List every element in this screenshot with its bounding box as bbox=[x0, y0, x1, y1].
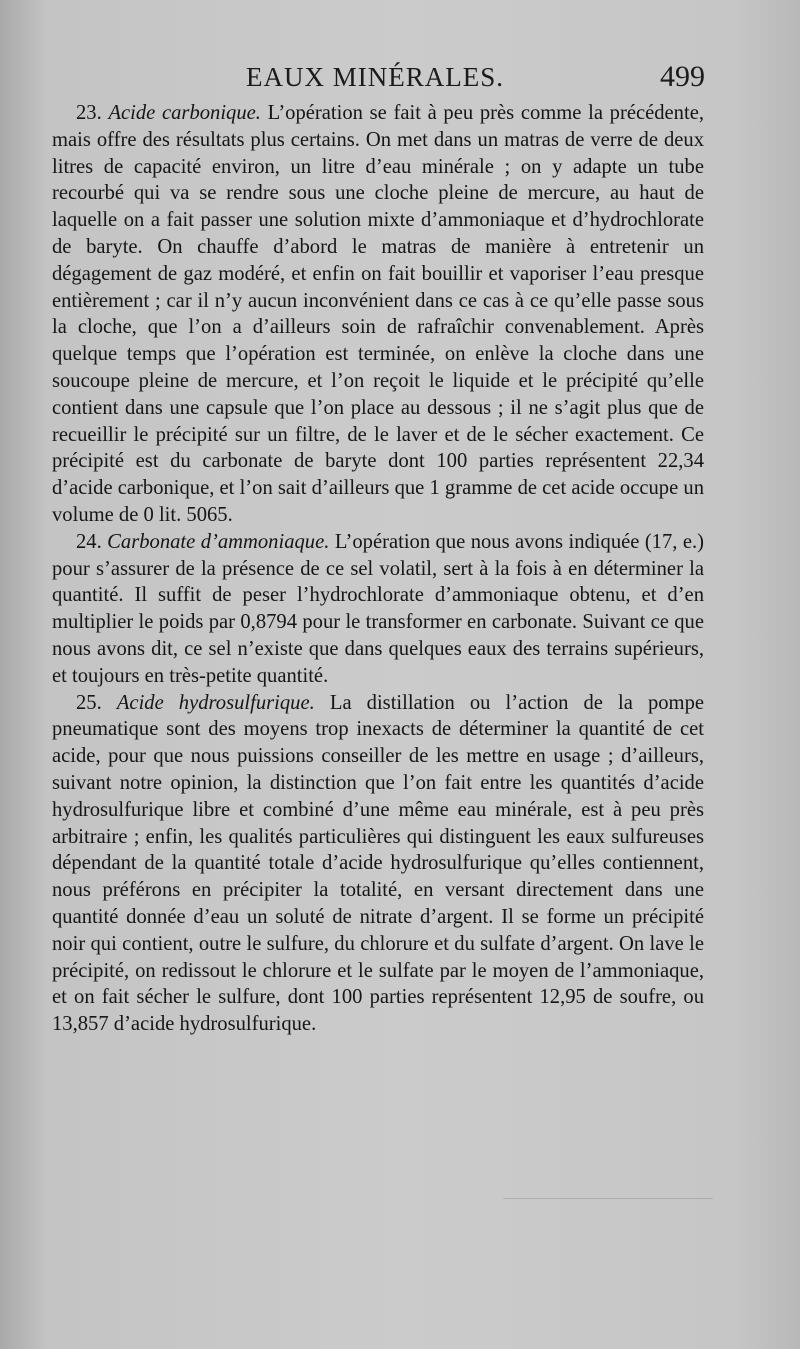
paragraph-number: 24. bbox=[76, 530, 102, 553]
body-text bbox=[52, 100, 704, 1038]
paragraph-text: L’opération se fait à peu près comme la précédente, mais offre des résultats plus certains. On met dans un matras de verre de deux litres de capacité environ, un litre d’eau minérale ; on y adapte un tube recourbé qui va se rendre sous une cloche pleine de mercure, au haut de laquelle on a fait passer une solution mixte d’ammoniaque et d’hydrochlorate de baryte. On chauffe d’abord le matras de manière à entretenir un dégagement de gaz modéré, et enfin on fait bouillir et vaporiser l’eau presque entièrement ; car il n’y aucun inconvénient dans ce cas à ce qu’elle passe sous la cloche, que l’on a d’ailleurs soin de rafraîchir convenablement. Après quelque temps que l’opération est terminée, on enlève la cloche dans une soucoupe pleine de mercure, et l’on reçoit le liquide et le précipité qu’elle contient dans une capsule que l’on place au dessous ; il ne s’agit plus que de recueillir le précipité sur un filtre, de le laver et de le sécher exactement. Ce précipité est du carbonate de baryte dont 100 parties représentent 22,34 d’acide carbonique, et l’on sait d’ailleurs que 1 gramme de cet acide occupe un volume de 0 lit. 5065. bbox=[52, 102, 704, 526]
paragraph-23 bbox=[52, 100, 704, 529]
running-title: EAUX MINÉRALES. bbox=[246, 62, 504, 92]
page-number: 499 bbox=[660, 60, 705, 93]
paragraph-number: 25. bbox=[76, 691, 102, 714]
bleed-through-shadow bbox=[498, 1198, 713, 1248]
page-header bbox=[50, 58, 705, 98]
paragraph-title: Carbonate d’ammoniaque. bbox=[107, 530, 330, 553]
paragraph-title: Acide carbonique. bbox=[108, 102, 261, 124]
paragraph-number: 23. bbox=[76, 102, 102, 124]
paragraph-text: L’opération que nous avons indiquée (17, e.) pour s’assurer de la présence de ce sel volatil, sert à la fois à en déterminer la quantité. Il suffit de peser l’hydrochlorate d’ammoniaque obtenu, et d’en multiplier le poids par 0,8794 pour le transformer en carbonate. Suivant ce que nous avons dit, ce sel n’existe que dans quelques eaux des terrains supérieurs, et toujours en très-petite quantité. bbox=[52, 530, 704, 687]
paragraph-24 bbox=[52, 529, 704, 690]
paragraph-title: Acide hydrosulfurique. bbox=[116, 691, 315, 714]
paragraph-text: La distillation ou l’action de la pompe pneumatique sont des moyens trop inexacts de déterminer la quantité de cet acide, pour que nous puissions conseiller de les mettre en usage ; d’ailleurs, suivant notre opinion, la distinction que l’on fait entre les quantités d’acide hydrosulfurique libre et combiné d’une même eau minérale, est à peu près arbitraire ; enfin, les qualités particulières qui distinguent les eaux sulfureuses dépendant de la quantité totale d’acide hydrosulfurique qu’elles contiennent, nous préférons en précipiter la totalité, en versant directement dans une quantité donnée d’eau un soluté de nitrate d’argent. Il se forme un précipité noir qui contient, outre le sulfure, du chlorure et du sulfate d’argent. On lave le précipité, on redissout le chlorure et le sulfate par le moyen de l’ammoniaque, et on fait sécher le sulfure, dont 100 parties représentent 12,95 de soufre, ou 13,857 d’acide hydrosulfurique. bbox=[52, 691, 705, 1036]
paragraph-25 bbox=[52, 690, 704, 1038]
